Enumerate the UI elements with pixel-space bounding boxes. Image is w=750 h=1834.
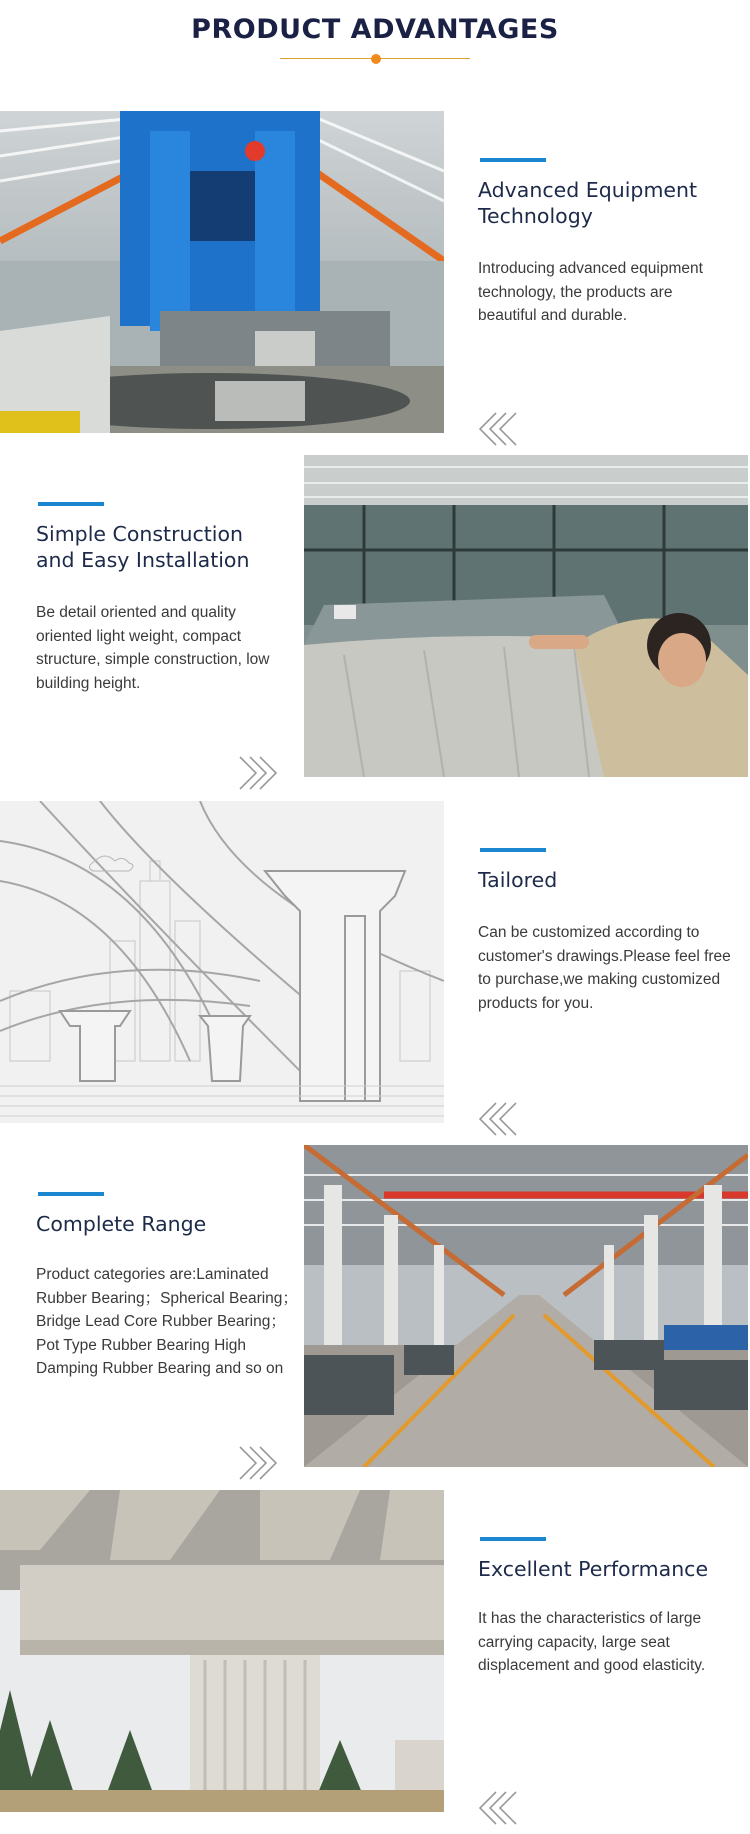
text-block-range [36,1145,336,1467]
chevrons-right-icon[interactable] [234,1445,278,1481]
overpass-sketch-illustration [0,801,444,1123]
section-title-line: and Easy Installation [36,548,250,572]
page-header [0,0,750,80]
text-block-installation [36,455,336,777]
text-block-equipment [478,111,750,433]
section-title-line: Simple Construction [36,522,244,546]
advantage-section-performance [0,1490,750,1812]
accent-bar [480,1537,546,1541]
accent-bar [38,1192,104,1196]
text-block-performance [478,1490,750,1812]
accent-bar [480,848,546,852]
accent-bar [480,158,546,162]
accent-bar [38,502,104,506]
section-title [36,521,306,573]
chevrons-left-icon[interactable] [478,1790,522,1826]
section-title-line: Complete Range [36,1212,207,1236]
advantage-section-tailored [0,801,750,1123]
worker-installing-bearing-photo [304,455,748,777]
advantage-section-range [0,1145,750,1467]
factory-hall-photo [304,1145,748,1467]
section-description: Product categories are:Laminated Rubber Bearing；Spherical Bearing；Bridge Lead Core Rubber Bearing；Pot Type Rubber Bearing High Damping Rubber Bearing and so on [36,1266,298,1377]
section-title [36,1211,306,1237]
title-dot [371,54,381,64]
text-block-tailored [478,801,750,1123]
chevrons-left-icon[interactable] [478,1101,522,1137]
section-description: Be detail oriented and quality oriented light weight, compact structure, simple construction, low building height. [36,604,270,692]
section-title [478,1556,748,1582]
section-title-line: Excellent Performance [478,1557,709,1581]
page-title: PRODUCT ADVANTAGES [191,14,559,45]
section-title [478,867,748,893]
section-description: Introducing advanced equipment technology, the products are beautiful and durable. [478,260,703,324]
section-description: It has the characteristics of large carrying capacity, large seat displacement and good elasticity. [478,1610,706,1674]
section-title [478,177,748,229]
section-title-line: Technology [478,204,593,228]
chevrons-left-icon[interactable] [478,411,522,447]
factory-machine-photo [0,111,444,433]
advantage-section-equipment [0,111,750,433]
chevrons-right-icon[interactable] [234,755,278,791]
section-title-line: Advanced Equipment [478,178,698,202]
section-title-line: Tailored [478,868,558,892]
section-description: Can be customized according to customer's drawings.Please feel free to purchase,we making customized products for you. [478,924,731,1012]
bridge-pier-photo [0,1490,444,1812]
advantage-section-installation [0,455,750,777]
